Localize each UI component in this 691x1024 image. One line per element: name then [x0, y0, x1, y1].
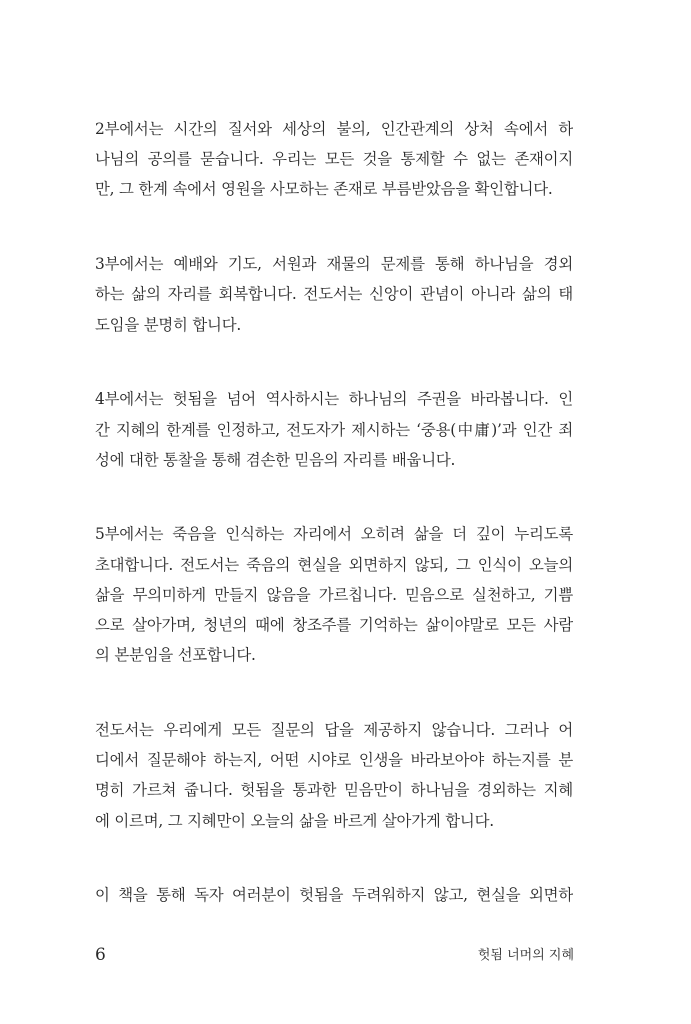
- text-line: 삶을 무의미하게 만들지 않음을 가르칩니다. 믿음으로 실천하고, 기쁨: [95, 585, 573, 604]
- body-text: [95, 114, 573, 911]
- paragraph-gap: [95, 475, 573, 520]
- text-line: 명히 가르쳐 줍니다. 헛됨을 통과한 믿음만이 하나님을 경외하는 지혜: [95, 781, 573, 800]
- text-line: 으로 살아가며, 청년의 때에 창조주를 기억하는 삶이야말로 모든 사람: [95, 616, 573, 635]
- text-line: 4부에서는 헛됨을 넘어 역사하시는 하나님의 주권을 바라봅니다. 인: [95, 390, 573, 409]
- text-line: 하는 삶의 자리를 회복합니다. 전도서는 신앙이 관념이 아니라 삶의 태: [95, 285, 573, 304]
- paragraph: [95, 715, 573, 836]
- text-line: 성에 대한 통찰을 통해 겸손한 믿음의 자리를 배웁니다.: [95, 450, 456, 469]
- text-line: 3부에서는 예배와 기도, 서원과 재물의 문제를 통해 하나님을 경외: [95, 255, 573, 274]
- paragraph: [95, 384, 573, 475]
- text-line: 전도서는 우리에게 모든 질문의 답을 제공하지 않습니다. 그러나 어: [95, 721, 573, 739]
- paragraph: [95, 249, 573, 340]
- text-line: 나님의 공의를 묻습니다. 우리는 모든 것을 통제할 수 없는 존재이지: [95, 150, 573, 169]
- text-line: 도임을 분명히 합니다.: [95, 315, 242, 334]
- text-line: 만, 그 한계 속에서 영원을 사모하는 존재로 부름받았음을 확인합니다.: [95, 180, 553, 199]
- text-line: 5부에서는 죽음을 인식하는 자리에서 오히려 삶을 더 깊이 누리도록: [95, 525, 573, 544]
- running-footer-title: 헛됨 너머의 지혜: [477, 948, 574, 963]
- paragraph-gap: [95, 836, 573, 881]
- paragraph: [95, 114, 573, 205]
- text-line: 초대합니다. 전도서는 죽음의 현실을 외면하지 않되, 그 인식이 오늘의: [95, 555, 573, 574]
- text-line: 에 이르며, 그 지혜만이 오늘의 삶을 바르게 살아가게 합니다.: [95, 811, 494, 830]
- paragraph-gap: [95, 340, 573, 385]
- paragraph-gap: [95, 205, 573, 250]
- text-line: 디에서 질문해야 하는지, 어떤 시야로 인생을 바라보아야 하는지를 분: [95, 751, 573, 770]
- page-number: 6: [95, 945, 106, 965]
- text-line: 간 지혜의 한계를 인정하고, 전도자가 제시하는 ‘중용(中庸)’과 인간 죄: [95, 420, 573, 439]
- text-line: 2부에서는 시간의 질서와 세상의 불의, 인간관계의 상처 속에서 하: [95, 120, 573, 138]
- paragraph: [95, 880, 573, 910]
- text-line: 의 본분임을 선포합니다.: [95, 646, 256, 665]
- paragraph: [95, 519, 573, 670]
- paragraph-gap: [95, 670, 573, 715]
- text-line: 이 책을 통해 독자 여러분이 헛됨을 두려워하지 않고, 현실을 외면하: [95, 886, 573, 905]
